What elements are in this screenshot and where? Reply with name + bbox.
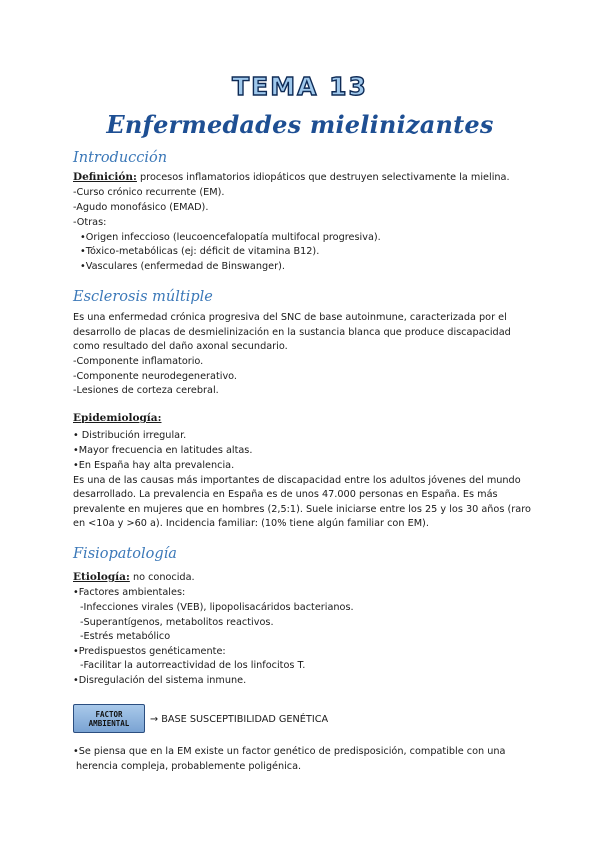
fisio-line: -Facilitar la autorreactividad de los linfocitos T. bbox=[80, 660, 306, 671]
topic-number-title: TEMA 13 bbox=[232, 72, 368, 101]
fisio-line: •Disregulación del sistema inmune. bbox=[73, 675, 247, 686]
fisio-line: -Infecciones virales (VEB), lipopolisacáridos bacterianos. bbox=[80, 602, 354, 613]
epi-line: en <10a y >60 a). Incidencia familiar: (10% tiene algún familiar con EM). bbox=[73, 518, 429, 529]
fisio-line: •Factores ambientales: bbox=[73, 587, 186, 598]
genetic-susceptibility-arrow-text: → BASE SUSCEPTIBILIDAD GENÉTICA bbox=[150, 714, 329, 725]
fisio-line: -Estrés metabólico bbox=[80, 631, 171, 642]
factor-ambiental-box bbox=[73, 704, 145, 733]
factor-box-line2: AMBIENTAL bbox=[88, 718, 130, 728]
section-heading-fisiopatologia: Fisiopatología bbox=[73, 546, 177, 562]
fisio-line: •Predispuestos genéticamente: bbox=[73, 646, 226, 657]
epidemiologia-heading-line bbox=[73, 412, 161, 425]
intro-line: •Origen infeccioso (leucoencefalopatía multifocal progresiva). bbox=[80, 232, 381, 243]
intro-line: •Vasculares (enfermedad de Binswanger). bbox=[80, 261, 285, 272]
section-heading-introduccion: Introducción bbox=[73, 150, 168, 166]
epi-line: Es una de las causas más importantes de discapacidad entre los adultos jóvenes del mundo bbox=[73, 475, 521, 486]
etiologia-text: no conocida. bbox=[129, 572, 195, 583]
intro-line: •Tóxico-metabólicas (ej: déficit de vitamina B12). bbox=[80, 246, 320, 257]
etiologia-line bbox=[73, 571, 195, 584]
fisio-tail-line: •Se piensa que en la EM existe un factor genético de predisposición, compatible con una bbox=[73, 746, 506, 757]
em-line: Es una enfermedad crónica progresiva del SNC de base autoinmune, caracterizada por el bbox=[73, 312, 507, 323]
etiologia-label: Etiología: bbox=[73, 571, 130, 583]
intro-line: -Agudo monofásico (EMAD). bbox=[73, 202, 209, 213]
section-heading-esclerosis-multiple: Esclerosis múltiple bbox=[73, 289, 213, 305]
em-line: -Componente neurodegenerativo. bbox=[73, 371, 238, 382]
epi-line: •En España hay alta prevalencia. bbox=[73, 460, 235, 471]
factor-box-line1: FACTOR bbox=[95, 709, 123, 719]
em-line: como resultado del daño axonal secundario. bbox=[73, 341, 288, 352]
em-line: -Componente inflamatorio. bbox=[73, 356, 204, 367]
epidemiologia-label: Epidemiología: bbox=[73, 412, 162, 424]
definition-line bbox=[73, 171, 510, 184]
em-line: -Lesiones de corteza cerebral. bbox=[73, 385, 219, 396]
definition-label: Definición: bbox=[73, 171, 137, 183]
topic-subtitle: Enfermedades mielinizantes bbox=[106, 110, 494, 139]
epi-line: prevalente en mujeres que en hombres (2,5:1). Suele iniciarse entre los 25 y los 30 años (raro bbox=[73, 504, 531, 515]
fisio-tail-line: herencia compleja, probablemente poligénica. bbox=[76, 761, 302, 772]
fisio-line: -Superantígenos, metabolitos reactivos. bbox=[80, 617, 274, 628]
definition-text: procesos inflamatorios idiopáticos que destruyen selectivamente la mielina. bbox=[136, 172, 510, 183]
epi-line: •Mayor frecuencia en latitudes altas. bbox=[73, 445, 253, 456]
intro-line: -Curso crónico recurrente (EM). bbox=[73, 187, 225, 198]
em-line: desarrollo de placas de desmielinización en la sustancia blanca que produce discapacidad bbox=[73, 327, 511, 338]
intro-line: -Otras: bbox=[73, 217, 107, 228]
epi-line: • Distribución irregular. bbox=[73, 430, 187, 441]
epi-line: desarrollado. La prevalencia en España es de unos 47.000 personas en España. Es más bbox=[73, 489, 498, 500]
